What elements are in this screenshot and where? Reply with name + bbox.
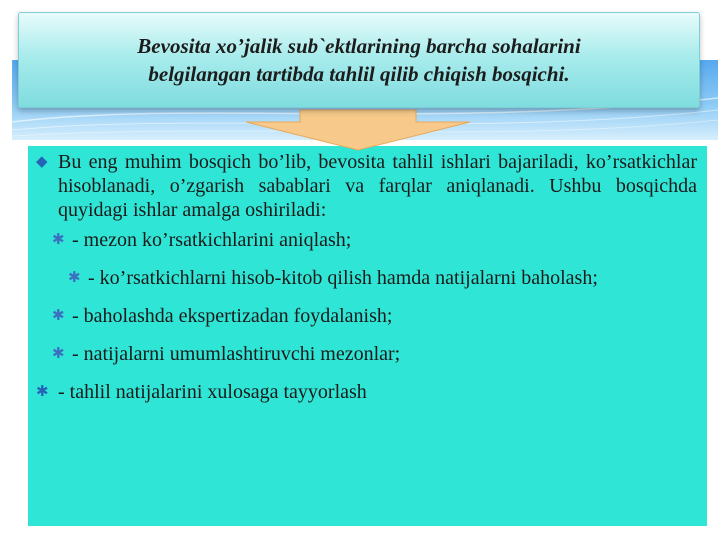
list-item [36, 228, 697, 252]
asterisk-bullet-icon: ✱ [52, 346, 65, 362]
slide-title-line-1: Bevosita xo’jalik sub`ektlarining barcha sohalarini [137, 34, 581, 58]
list-item [36, 304, 697, 328]
list-item [36, 150, 697, 222]
slide-title-line-2: belgilangan tartibda tahlil qilib chiqish bosqichi. [148, 62, 570, 86]
list-item-text: - ko’rsatkichlarni hisob-kitob qilish hamda natijalarni baholash; [88, 267, 598, 289]
list-item-text: - mezon ko’rsatkichlarini aniqlash; [72, 229, 352, 251]
slide-title [18, 12, 700, 108]
diamond-bullet-icon: ✱ [36, 384, 49, 400]
list-item [36, 266, 697, 290]
list-item [36, 380, 697, 404]
diamond-bullet-icon: ◆ [36, 154, 48, 170]
asterisk-bullet-icon: ✱ [52, 232, 65, 248]
list-item-text: - natijalarni umumlashtiruvchi mezonlar; [72, 343, 401, 365]
list-item-text: - baholashda ekspertizadan foydalanish; [72, 305, 393, 327]
asterisk-bullet-icon: ✱ [68, 270, 81, 286]
asterisk-bullet-icon: ✱ [52, 308, 65, 324]
list-item-text: Bu eng muhim bosqich bo’lib, bevosita tahlil ishlari bajariladi, ko’rsatkichlar hisoblanadi, o’zgarish sabablari va farqlar aniqlanadi. Ushbu bosqichda quyidagi ishlar amalga oshiriladi: [58, 151, 697, 221]
content-box [28, 146, 707, 526]
list-item [36, 342, 697, 366]
list-item-text: - tahlil natijalarini xulosaga tayyorlash [58, 381, 367, 403]
down-arrow-icon [238, 108, 478, 152]
